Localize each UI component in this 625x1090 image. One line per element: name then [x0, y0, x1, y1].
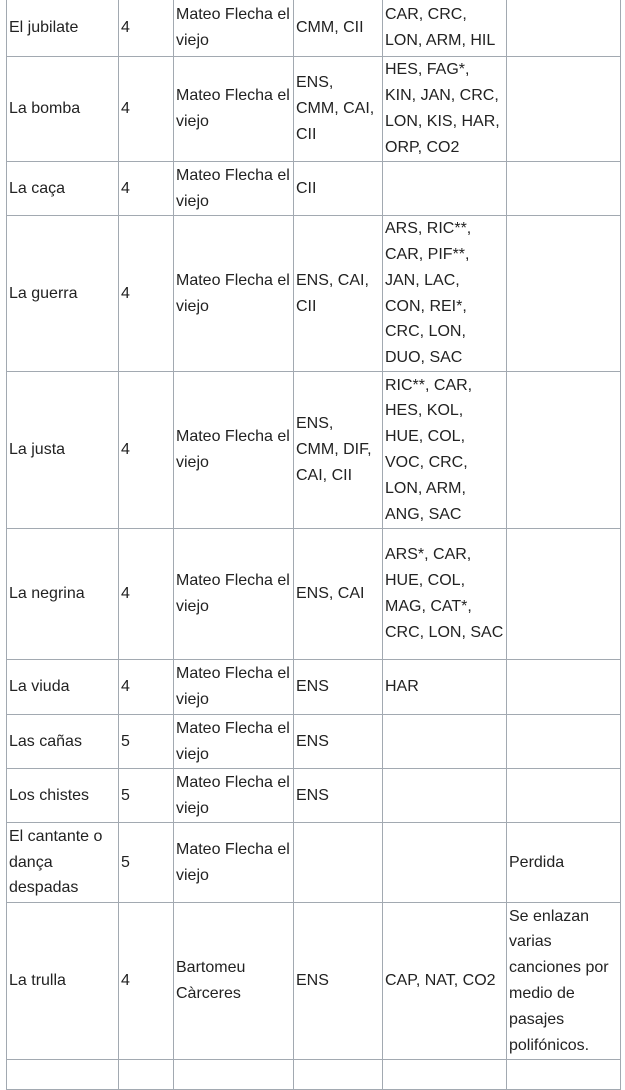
recordings-cell: CAR, CRC, LON, ARM, HIL: [383, 0, 507, 57]
recordings-cell: HES, FAG*, KIN, JAN, CRC, LON, KIS, HAR, ORP, CO2: [383, 57, 507, 162]
notes-cell: Se enlazan varias canciones por medio de pasajes polifónicos.: [507, 903, 621, 1060]
recordings-cell: [383, 162, 507, 216]
sources-cell: ENS, CMM, CAI, CII: [294, 57, 383, 162]
table-row: [7, 660, 621, 715]
table-row: [7, 715, 621, 769]
sources-cell: CII: [294, 162, 383, 216]
sources-cell: ENS: [294, 903, 383, 1060]
sources-cell: [294, 1060, 383, 1090]
notes-cell: [507, 1060, 621, 1090]
song-title-cell: La justa: [7, 372, 119, 529]
recordings-cell: [383, 769, 507, 823]
table-row: [7, 57, 621, 162]
songs-table: [6, 0, 621, 1090]
voices-cell: 5: [119, 769, 174, 823]
table-row: [7, 372, 621, 529]
voices-cell: 4: [119, 57, 174, 162]
notes-cell: [507, 0, 621, 57]
notes-cell: [507, 162, 621, 216]
sources-cell: ENS: [294, 769, 383, 823]
song-title-cell: Las cañas: [7, 715, 119, 769]
song-title-cell: La bomba: [7, 57, 119, 162]
recordings-cell: CAP, NAT, CO2: [383, 903, 507, 1060]
composer-cell: Mateo Flecha el viejo: [174, 0, 294, 57]
composer-cell: Mateo Flecha el viejo: [174, 162, 294, 216]
table-row: [7, 769, 621, 823]
table-row: [7, 1060, 621, 1090]
sources-cell: [294, 823, 383, 903]
songs-table-body: [7, 0, 621, 1090]
sources-cell: ENS: [294, 715, 383, 769]
table-row: [7, 823, 621, 903]
songs-table-wrapper: [6, 0, 621, 1090]
song-title-cell: Los chistes: [7, 769, 119, 823]
recordings-cell: ARS*, CAR, HUE, COL, MAG, CAT*, CRC, LON, SAC: [383, 529, 507, 660]
recordings-cell: HAR: [383, 660, 507, 715]
composer-cell: Bartomeu Càrceres: [174, 903, 294, 1060]
song-title-cell: La trulla: [7, 903, 119, 1060]
composer-cell: Mateo Flecha el viejo: [174, 823, 294, 903]
table-row: [7, 903, 621, 1060]
sources-cell: CMM, CII: [294, 0, 383, 57]
voices-cell: 4: [119, 216, 174, 372]
notes-cell: [507, 57, 621, 162]
recordings-cell: [383, 715, 507, 769]
voices-cell: 5: [119, 715, 174, 769]
voices-cell: 5: [119, 823, 174, 903]
composer-cell: Mateo Flecha el viejo: [174, 216, 294, 372]
table-row: [7, 216, 621, 372]
voices-cell: 4: [119, 660, 174, 715]
notes-cell: [507, 769, 621, 823]
notes-cell: [507, 216, 621, 372]
recordings-cell: ARS, RIC**, CAR, PIF**, JAN, LAC, CON, REI*, CRC, LON, DUO, SAC: [383, 216, 507, 372]
recordings-cell: [383, 823, 507, 903]
voices-cell: 4: [119, 0, 174, 57]
notes-cell: Perdida: [507, 823, 621, 903]
composer-cell: Mateo Flecha el viejo: [174, 660, 294, 715]
voices-cell: [119, 1060, 174, 1090]
table-row: [7, 0, 621, 57]
notes-cell: [507, 715, 621, 769]
notes-cell: [507, 372, 621, 529]
voices-cell: 4: [119, 162, 174, 216]
composer-cell: Mateo Flecha el viejo: [174, 57, 294, 162]
song-title-cell: [7, 1060, 119, 1090]
song-title-cell: La viuda: [7, 660, 119, 715]
table-row: [7, 162, 621, 216]
composer-cell: Mateo Flecha el viejo: [174, 715, 294, 769]
song-title-cell: La caça: [7, 162, 119, 216]
notes-cell: [507, 529, 621, 660]
voices-cell: 4: [119, 903, 174, 1060]
sources-cell: ENS, CMM, DIF, CAI, CII: [294, 372, 383, 529]
voices-cell: 4: [119, 529, 174, 660]
song-title-cell: El cantante o dança despadas: [7, 823, 119, 903]
table-row: [7, 529, 621, 660]
voices-cell: 4: [119, 372, 174, 529]
recordings-cell: RIC**, CAR, HES, KOL, HUE, COL, VOC, CRC, LON, ARM, ANG, SAC: [383, 372, 507, 529]
sources-cell: ENS, CAI, CII: [294, 216, 383, 372]
composer-cell: Mateo Flecha el viejo: [174, 372, 294, 529]
song-title-cell: La negrina: [7, 529, 119, 660]
song-title-cell: El jubilate: [7, 0, 119, 57]
notes-cell: [507, 660, 621, 715]
composer-cell: Mateo Flecha el viejo: [174, 769, 294, 823]
composer-cell: [174, 1060, 294, 1090]
sources-cell: ENS, CAI: [294, 529, 383, 660]
sources-cell: ENS: [294, 660, 383, 715]
recordings-cell: [383, 1060, 507, 1090]
composer-cell: Mateo Flecha el viejo: [174, 529, 294, 660]
song-title-cell: La guerra: [7, 216, 119, 372]
